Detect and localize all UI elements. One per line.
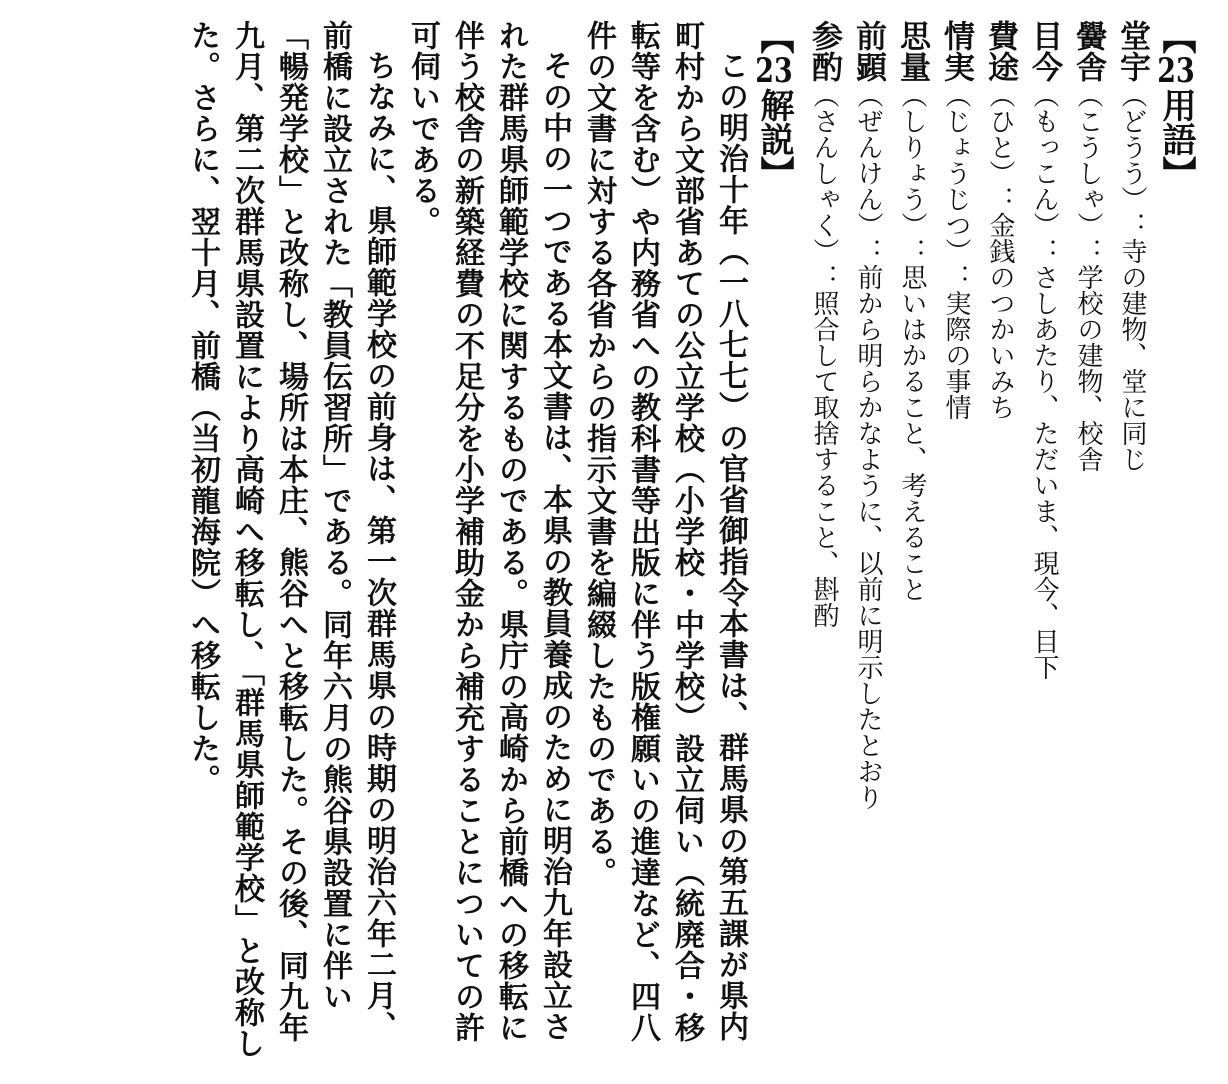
glossary-entry xyxy=(846,20,890,1070)
heading-text: 用語 xyxy=(1156,88,1196,156)
commentary-section xyxy=(180,20,796,1070)
glossary-colon: ： xyxy=(1117,212,1147,238)
glossary-term: 目今 xyxy=(1026,20,1062,82)
glossary-entry xyxy=(1066,20,1110,1070)
glossary-meaning: 照合して取捨すること、斟酌 xyxy=(809,290,839,628)
glossary-term: 前顕 xyxy=(850,20,886,82)
glossary-section xyxy=(802,20,1198,1070)
glossary-colon: ： xyxy=(941,264,971,290)
glossary-colon: ： xyxy=(809,264,839,290)
glossary-term: 費途 xyxy=(982,20,1018,82)
glossary-term: 堂宇 xyxy=(1114,20,1150,82)
glossary-heading xyxy=(1154,20,1198,1070)
heading-number: 23 xyxy=(1157,54,1195,88)
heading-bracket-close: 】 xyxy=(1156,156,1196,190)
glossary-meaning: 寺の建物、堂に同じ xyxy=(1117,238,1147,472)
glossary-entry xyxy=(890,20,934,1070)
glossary-colon: ： xyxy=(897,238,927,264)
heading-number: 23 xyxy=(755,54,793,88)
glossary-reading: （じょうじつ） xyxy=(941,82,971,264)
glossary-meaning: 思いはかること、考えること xyxy=(897,264,927,602)
glossary-reading: （ぜんけん） xyxy=(853,82,883,238)
heading-bracket-close: 】 xyxy=(754,156,794,190)
glossary-meaning: さしあたり、ただいま、現今、目下 xyxy=(1029,264,1059,680)
glossary-entry xyxy=(802,20,846,1070)
glossary-colon: ： xyxy=(853,238,883,264)
glossary-reading: （ひと） xyxy=(985,82,1015,186)
commentary-paragraph: その中の一つである本文書は、本県の教員養成のために明治九年設立された群馬県師範学校に関するものである。県庁の高崎から前橋への移転に伴う校舎の新築経費の不足分を小学補助金から補充することについての許可伺いである。 xyxy=(405,20,572,1043)
document-page xyxy=(180,20,1198,1070)
glossary-meaning: 前から明らかなように、以前に明示したとおり xyxy=(853,264,883,810)
commentary-paragraph: ちなみに、県師範学校の前身は、第一次群馬県の時期の明治六年二月、前橋に設立された「教員伝習所」である。同年六月の熊谷県設置に伴い「暢発学校」と改称し、場所は本庄、熊谷へと移転した。その後、同九年九月、第二次群馬県設置により高崎へ移転し、「群馬県師範学校」と改称した。さらに、翌十月、前橋（当初龍海院）へ移転した。 xyxy=(185,20,396,1059)
glossary-term: 情実 xyxy=(938,20,974,82)
glossary-meaning: 金銭のつかいみち xyxy=(985,212,1015,420)
heading-bracket-open: 【 xyxy=(1156,20,1196,54)
commentary-paragraph: この明治十年（一八七七）の官省御指令本書は、群馬県の第五課が県内町村から文部省あての公立学校（小学校・中学校）設立伺い（統廃合・移転等を含む）や内務省への教科書等出版に伴う版権願いの進達など、四八件の文書に対する各省からの指示文書を編綴したものである。 xyxy=(581,20,748,1043)
glossary-reading: （もっこん） xyxy=(1029,82,1059,238)
glossary-meaning: 実際の事情 xyxy=(941,290,971,420)
glossary-colon: ： xyxy=(1029,238,1059,264)
heading-bracket-open: 【 xyxy=(754,20,794,54)
heading-text: 解説 xyxy=(754,88,794,156)
glossary-meaning: 学校の建物、校舎 xyxy=(1073,264,1103,472)
glossary-term: 参酌 xyxy=(806,20,842,82)
glossary-entry xyxy=(978,20,1022,1070)
glossary-term: 黌舎 xyxy=(1070,20,1106,82)
glossary-colon: ： xyxy=(985,186,1015,212)
glossary-reading: （こうしゃ） xyxy=(1073,82,1103,238)
glossary-colon: ： xyxy=(1073,238,1103,264)
glossary-reading: （どうう） xyxy=(1117,82,1147,212)
glossary-reading: （さんしゃく） xyxy=(809,82,839,264)
commentary-heading xyxy=(752,20,796,1070)
glossary-entry xyxy=(934,20,978,1070)
glossary-entry xyxy=(1022,20,1066,1070)
glossary-term: 思量 xyxy=(894,20,930,82)
glossary-entry xyxy=(1110,20,1154,1070)
glossary-reading: （しりょう） xyxy=(897,82,927,238)
